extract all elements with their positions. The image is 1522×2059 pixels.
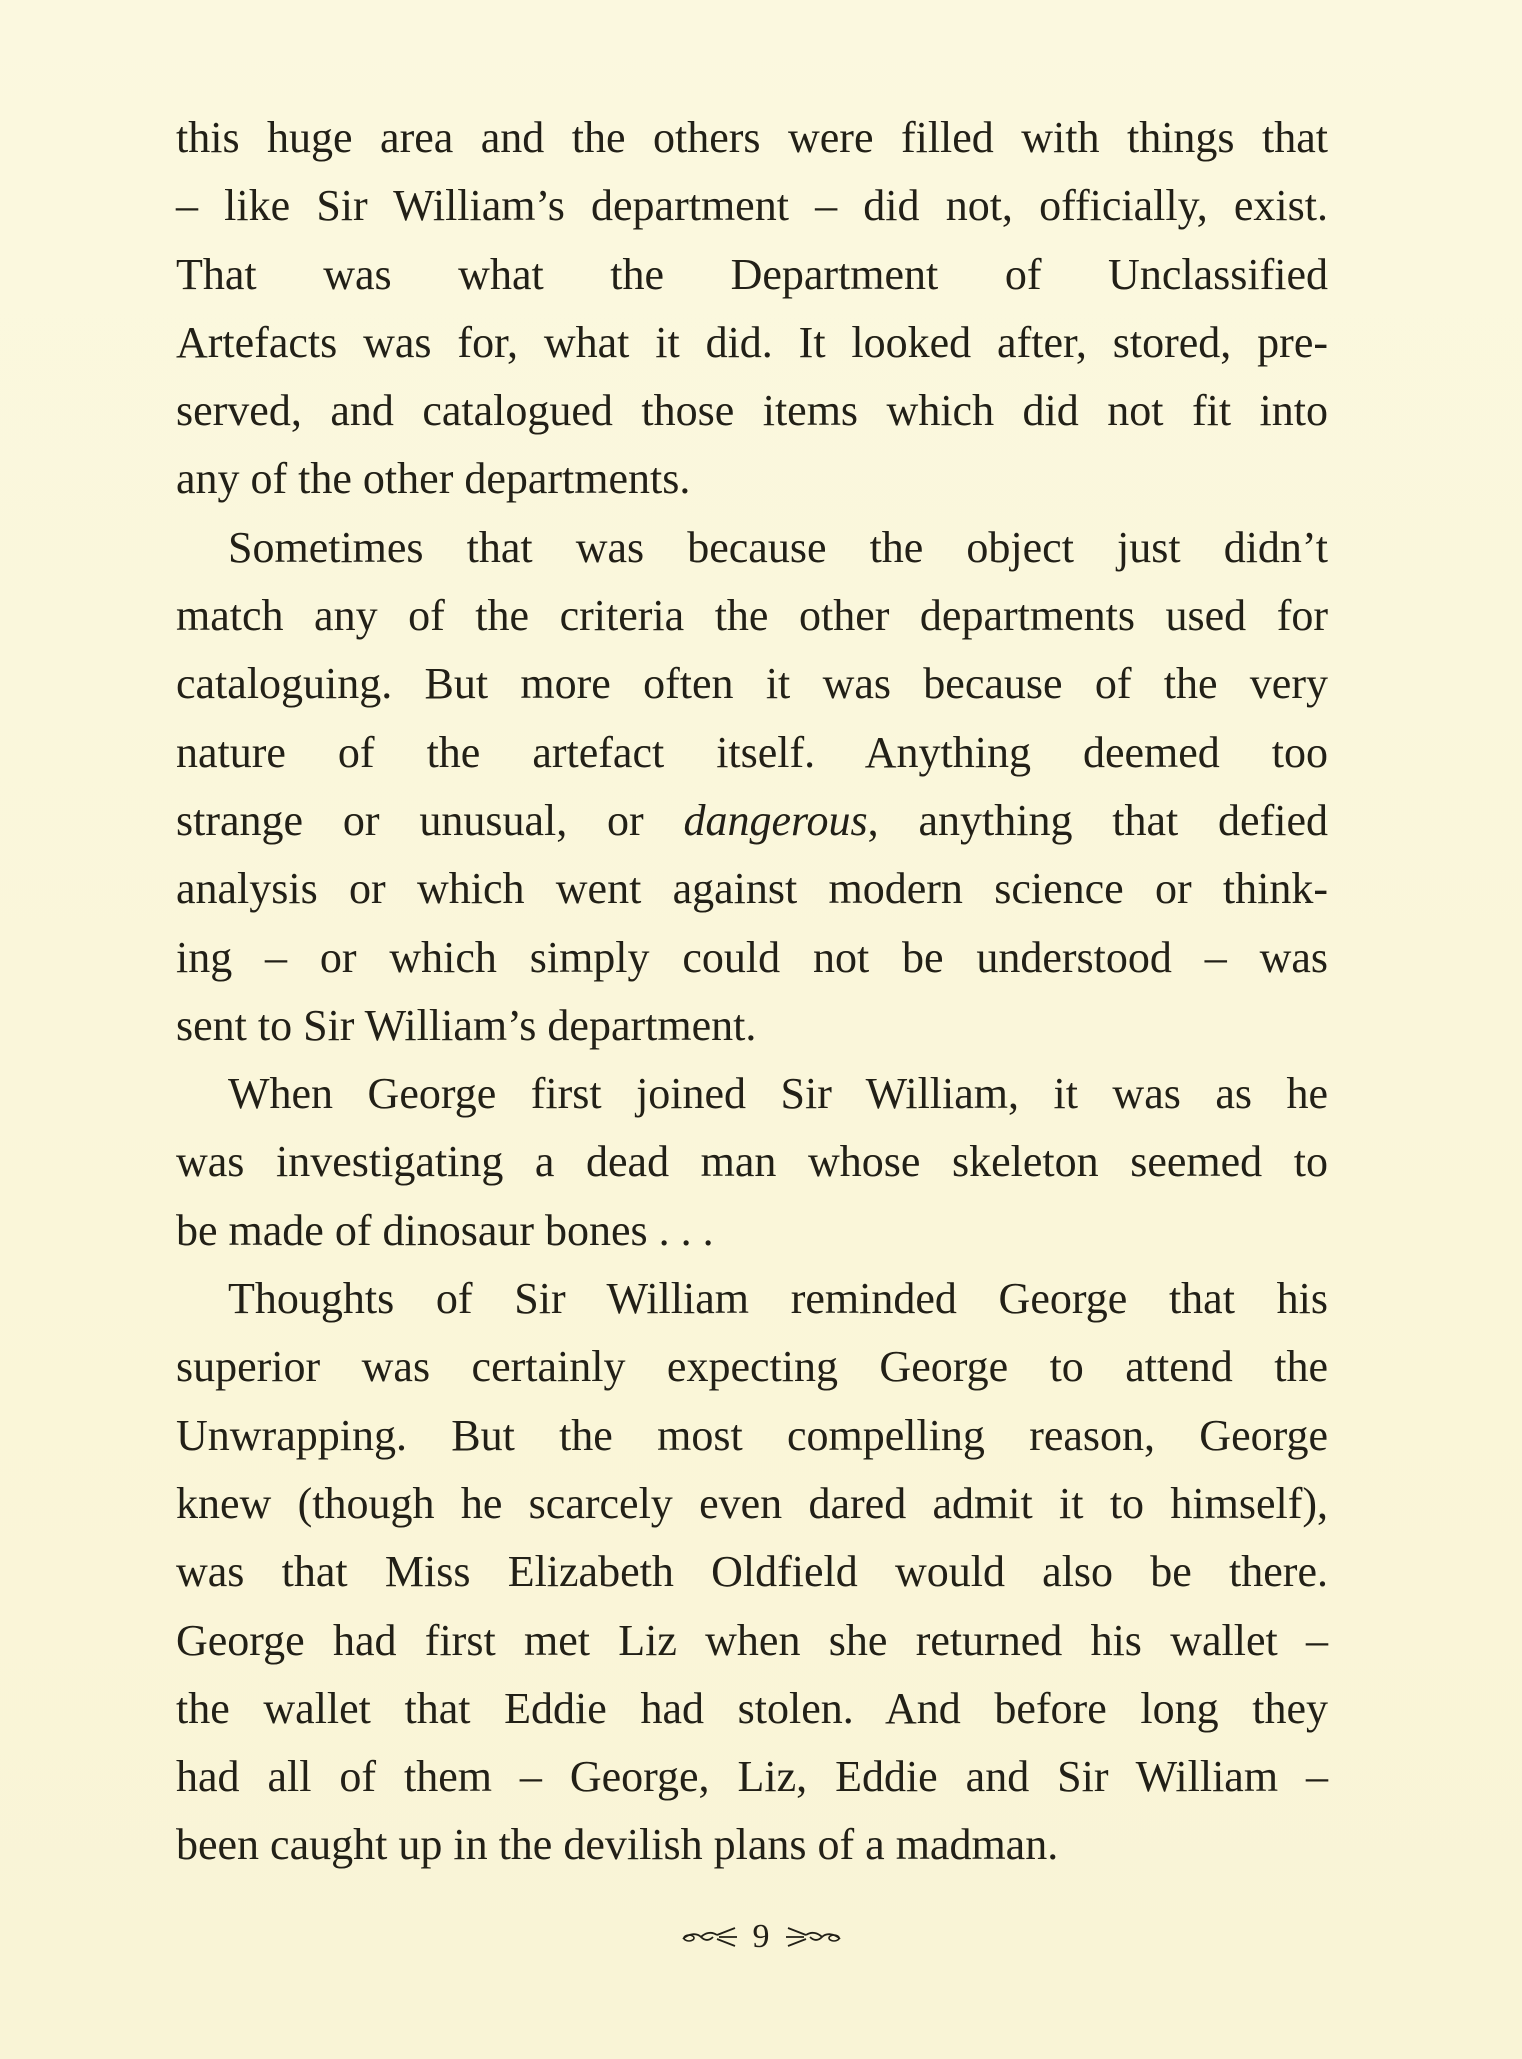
text-line: nature of the artefact itself. Anything deemed too xyxy=(176,727,1328,777)
text-line: was that Miss Elizabeth Oldfield would also be there. xyxy=(176,1547,1328,1597)
text-line: Sometimes that was because the object just didn’t xyxy=(228,522,1328,572)
text-line: Thoughts of Sir William reminded George that his xyxy=(228,1274,1328,1324)
text-line: was investigating a dead man whose skeleton seemed to xyxy=(176,1137,1328,1187)
text-line: any of the other departments. xyxy=(176,454,691,504)
paragraph-1 xyxy=(176,104,1328,514)
text-line: sent to Sir William’s department. xyxy=(176,1000,757,1050)
text-line: match any of the criteria the other departments used for xyxy=(176,591,1328,641)
text-line: had all of them – George, Liz, Eddie and Sir William – xyxy=(176,1752,1328,1802)
text-line: the wallet that Eddie had stolen. And before long they xyxy=(176,1683,1328,1733)
text-line: Artefacts was for, what it did. It looked after, stored, pre- xyxy=(176,317,1328,367)
paragraph-4 xyxy=(176,1265,1328,1880)
body-text xyxy=(176,104,1328,1880)
text-line: be made of dinosaur bones . . . xyxy=(176,1205,714,1255)
text-line: this huge area and the others were filled with things that xyxy=(176,113,1328,162)
text-line: superior was certainly expecting George to attend the xyxy=(176,1342,1328,1392)
text-line: analysis or which went against modern science or think- xyxy=(176,864,1328,914)
text-line: Unwrapping. But the most compelling reason, George xyxy=(176,1410,1328,1460)
paragraph-2 xyxy=(176,514,1328,1060)
text-line: cataloguing. But more often it was because of the very xyxy=(176,659,1328,709)
right-flourish-icon xyxy=(784,1925,844,1949)
paragraph-3 xyxy=(176,1060,1328,1265)
text-line: knew (though he scarcely even dared admit it to himself), xyxy=(176,1478,1328,1528)
text-line: ing – or which simply could not be understood – was xyxy=(176,932,1328,982)
text-line-with-emphasis: strange or unusual, or dangerous, anything that defied xyxy=(176,795,1328,845)
text-line: That was what the Department of Unclassified xyxy=(176,249,1328,299)
text-line: been caught up in the devilish plans of a madman. xyxy=(176,1820,1059,1870)
left-flourish-icon xyxy=(679,1925,739,1949)
text-line: George had first met Liz when she returned his wallet – xyxy=(176,1615,1328,1665)
text-line: When George first joined Sir William, it was as he xyxy=(228,1069,1328,1119)
page-footer xyxy=(0,1912,1522,1962)
text-line: served, and catalogued those items which did not fit into xyxy=(176,386,1328,436)
text-line: – like Sir William’s department – did not, officially, exist. xyxy=(176,181,1328,231)
page-number: 9 xyxy=(752,1918,770,1955)
